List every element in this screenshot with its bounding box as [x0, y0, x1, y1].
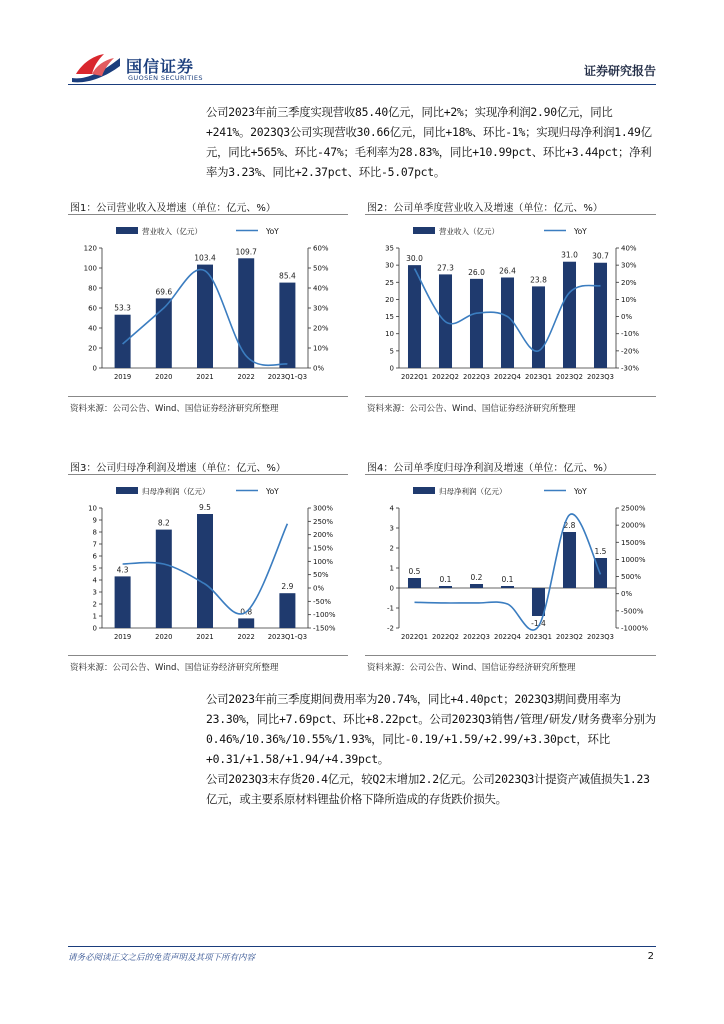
right-tick-label: -50%: [313, 597, 332, 606]
bar-data-label: 0.1: [439, 575, 452, 584]
right-tick-label: 10%: [313, 344, 329, 353]
fig1-chart: [68, 218, 348, 388]
category-label: 2023Q1: [525, 633, 552, 641]
category-label: 2022Q2: [432, 373, 459, 381]
bar-mark: [197, 265, 213, 368]
right-tick-label: 30%: [313, 304, 329, 313]
left-tick-label: -2: [387, 624, 394, 633]
legend-bar-label: 归母净利润（亿元）: [439, 487, 507, 496]
right-tick-label: 2000%: [621, 521, 646, 530]
left-tick-label: 20: [88, 344, 97, 353]
header-divider: [68, 84, 656, 85]
category-label: 2023Q2: [556, 373, 583, 381]
guosen-logo-icon: [70, 52, 122, 84]
category-label: 2020: [155, 373, 173, 381]
bar-mark: [501, 586, 514, 588]
bar-mark: [563, 262, 576, 368]
left-tick-label: 10: [385, 330, 394, 339]
report-type-label: 证券研究报告: [583, 64, 656, 78]
bar-mark: [279, 283, 295, 368]
legend-bar-swatch: [413, 487, 435, 494]
fig1-source: 资料来源：公司公告、Wind、国信证券经济研究所整理: [70, 404, 279, 414]
category-label: 2022: [237, 633, 255, 641]
bar-mark: [115, 315, 131, 368]
left-tick-label: 10: [88, 504, 97, 513]
left-tick-label: 2: [389, 544, 394, 553]
right-tick-label: 150%: [313, 544, 334, 553]
page-header: [70, 50, 656, 86]
legend-line-label: YoY: [266, 227, 279, 236]
bar-mark: [470, 279, 483, 368]
left-tick-label: 2: [92, 600, 97, 609]
legend-bar-swatch: [116, 227, 138, 234]
bar-data-label: 31.0: [561, 250, 578, 260]
fig3-title: 图3：公司归母净利润及增速（单位：亿元、%）: [70, 463, 286, 474]
right-tick-label: 300%: [313, 504, 334, 513]
footer-divider: [68, 946, 656, 947]
disclaimer-link[interactable]: 请务必阅读正文之后的免责声明及其项下所有内容: [68, 953, 256, 963]
category-label: 2022: [237, 373, 255, 381]
left-tick-label: 15: [385, 313, 394, 322]
left-tick-label: 0: [92, 364, 97, 373]
left-tick-label: 20: [385, 295, 394, 304]
right-tick-label: -500%: [621, 607, 644, 616]
bar-mark: [594, 263, 607, 368]
right-tick-label: 0%: [621, 590, 633, 599]
bar-data-label: 109.7: [235, 247, 257, 257]
left-tick-label: 25: [385, 278, 394, 287]
legend-bar-swatch: [116, 487, 138, 494]
bar-data-label: 30.0: [406, 254, 423, 264]
bar-mark: [115, 576, 131, 628]
category-label: 2020: [155, 633, 173, 641]
category-label: 2023Q1-Q3: [267, 373, 308, 381]
bar-data-label: 26.0: [468, 267, 485, 277]
bar-mark: [279, 593, 295, 628]
category-label: 2022Q4: [494, 633, 521, 641]
left-tick-label: -1: [387, 604, 394, 613]
left-tick-label: 3: [389, 524, 394, 533]
bar-mark: [563, 532, 576, 588]
page-number: 2: [647, 951, 654, 962]
fig2-chart: [365, 218, 656, 388]
bar-data-label: 2.8: [563, 521, 576, 530]
fig3-bottom-rule: [68, 655, 348, 656]
bar-data-label: 0.8: [240, 607, 253, 617]
right-tick-label: 1000%: [621, 555, 646, 564]
expense-paragraph: 公司2023年前三季度期间费用率为20.74%，同比+4.40pct；2023Q3期间费用率为23.30%，同比+7.69pct、环比+8.22pct。公司2023Q3销售/管理/研发/财务费率分别为0.46%/10.36%/10.55%/1.93%，同比-0.19/+1.59/+2.99/+3.30pct，环比+0.31/+1.58/+1.94/+4.39pct。: [206, 692, 656, 766]
bar-data-label: 0.2: [470, 573, 483, 582]
legend-line-label: YoY: [266, 487, 279, 496]
right-tick-label: -30%: [621, 364, 640, 373]
left-tick-label: 6: [92, 552, 97, 561]
right-tick-label: -150%: [313, 624, 336, 633]
fig1-bottom-rule: [68, 396, 348, 397]
right-tick-label: -1000%: [621, 624, 648, 633]
left-tick-label: 40: [88, 324, 97, 333]
left-tick-label: 8: [92, 528, 97, 537]
left-tick-label: 30: [385, 261, 394, 270]
fig4-chart: [365, 478, 656, 648]
category-label: 2021: [196, 373, 214, 381]
left-tick-label: 80: [88, 284, 97, 293]
right-tick-label: 50%: [313, 264, 329, 273]
bar-mark: [532, 588, 545, 616]
bar-data-label: -1.4: [531, 619, 546, 628]
right-tick-label: 0%: [621, 313, 633, 322]
category-label: 2019: [113, 633, 132, 641]
bar-data-label: 9.5: [199, 503, 211, 512]
right-tick-label: 2500%: [621, 504, 646, 513]
left-tick-label: 0: [92, 624, 97, 633]
fig2-source: 资料来源：公司公告、Wind、国信证券经济研究所整理: [367, 404, 576, 414]
right-tick-label: -100%: [313, 611, 336, 620]
fig4-bottom-rule: [365, 655, 656, 656]
legend-bar-label: 营业收入（亿元）: [439, 227, 499, 236]
fig1-top-rule: [68, 214, 348, 215]
fig4-top-rule: [365, 474, 656, 475]
bar-data-label: 0.5: [408, 567, 421, 576]
bar-data-label: 23.8: [530, 275, 547, 285]
company-name-cn: 国信证券: [126, 57, 195, 76]
bar-mark: [238, 258, 254, 368]
right-tick-label: 30%: [621, 261, 637, 270]
category-label: 2023Q1-Q3: [267, 633, 308, 641]
category-label: 2022Q1: [401, 373, 428, 381]
left-tick-label: 0: [389, 584, 394, 593]
right-tick-label: 40%: [313, 284, 329, 293]
bar-data-label: 27.3: [437, 263, 454, 273]
category-label: 2021: [196, 633, 214, 641]
right-tick-label: -10%: [621, 330, 640, 339]
right-tick-label: 20%: [621, 278, 637, 287]
category-label: 2023Q2: [556, 633, 583, 641]
right-tick-label: 20%: [313, 324, 329, 333]
category-label: 2019: [113, 373, 132, 381]
category-label: 2022Q3: [463, 633, 490, 641]
left-tick-label: 60: [88, 304, 97, 313]
bar-data-label: 103.4: [194, 253, 216, 263]
left-tick-label: 120: [83, 244, 97, 253]
left-tick-label: 4: [389, 504, 394, 513]
bar-mark: [156, 530, 172, 628]
right-tick-label: 0%: [313, 364, 325, 373]
right-tick-label: 1500%: [621, 538, 646, 547]
company-name-en: GUOSEN SECURITIES: [128, 74, 203, 82]
legend-line-label: YoY: [574, 227, 587, 236]
legend-bar-label: 归母净利润（亿元）: [142, 487, 210, 496]
left-tick-label: 5: [389, 347, 394, 356]
legend-line-label: YoY: [574, 487, 587, 496]
right-tick-label: 200%: [313, 531, 334, 540]
fig2-title: 图2：公司单季度营业收入及增速（单位：亿元、%）: [367, 203, 603, 214]
fig4-source: 资料来源：公司公告、Wind、国信证券经济研究所整理: [367, 663, 576, 673]
fig2-bottom-rule: [365, 396, 656, 397]
bar-mark: [532, 286, 545, 368]
summary-paragraph: 公司2023年前三季度实现营收85.40亿元，同比+2%；实现净利润2.90亿元，同比+241%。2023Q3公司实现营收30.66亿元，同比+18%、环比-1%；实现归母净利润1.49亿元，同比+565%、环比-47%；毛利率为28.83%，同比+10.99pct、环比+3.44pct；净利率为3.23%、同比+2.37pct、环比-5.07pct。: [206, 105, 652, 179]
right-tick-label: 250%: [313, 517, 334, 526]
right-tick-label: 50%: [313, 571, 329, 580]
left-tick-label: 1: [92, 612, 97, 621]
right-tick-label: 0%: [313, 584, 325, 593]
fig4-title: 图4：公司单季度归母净利润及增速（单位：亿元、%）: [367, 463, 613, 474]
left-tick-label: 9: [92, 516, 97, 525]
right-tick-label: 100%: [313, 557, 334, 566]
fig1-title: 图1：公司营业收入及增速（单位：亿元、%）: [70, 203, 276, 214]
bar-data-label: 30.7: [592, 251, 609, 261]
left-tick-label: 1: [389, 564, 394, 573]
left-tick-label: 100: [83, 264, 97, 273]
category-label: 2023Q1: [525, 373, 552, 381]
bar-data-label: 4.3: [116, 565, 129, 575]
bar-data-label: 69.6: [155, 287, 173, 297]
bar-data-label: 85.4: [279, 271, 296, 281]
bar-mark: [408, 265, 421, 368]
bar-mark: [501, 277, 514, 368]
category-label: 2022Q4: [494, 373, 521, 381]
bar-data-label: 2.9: [281, 582, 294, 592]
legend-bar-swatch: [413, 227, 435, 234]
right-tick-label: 40%: [621, 244, 637, 253]
fig2-top-rule: [365, 214, 656, 215]
left-tick-label: 0: [389, 364, 394, 373]
left-tick-label: 4: [92, 576, 97, 585]
category-label: 2022Q1: [401, 633, 428, 641]
bar-mark: [408, 578, 421, 588]
bar-mark: [439, 586, 452, 588]
fig3-chart: [68, 478, 348, 648]
fig3-source: 资料来源：公司公告、Wind、国信证券经济研究所整理: [70, 663, 279, 673]
left-tick-label: 5: [92, 564, 97, 573]
category-label: 2023Q3: [587, 633, 614, 641]
left-tick-label: 3: [92, 588, 97, 597]
bar-data-label: 8.2: [157, 518, 170, 528]
bar-data-label: 26.4: [499, 266, 516, 276]
bar-data-label: 1.5: [594, 547, 607, 556]
category-label: 2023Q3: [587, 373, 614, 381]
right-tick-label: 500%: [621, 573, 642, 582]
bar-mark: [470, 584, 483, 588]
category-label: 2022Q2: [432, 633, 459, 641]
category-label: 2022Q3: [463, 373, 490, 381]
left-tick-label: 35: [385, 244, 394, 253]
right-tick-label: 60%: [313, 244, 329, 253]
left-tick-label: 7: [92, 540, 97, 549]
fig3-top-rule: [68, 474, 348, 475]
bar-mark: [197, 514, 213, 628]
right-tick-label: 10%: [621, 295, 637, 304]
bar-data-label: 53.3: [114, 303, 131, 313]
bar-mark: [238, 618, 254, 628]
right-tick-label: -20%: [621, 347, 640, 356]
bar-data-label: 0.1: [501, 575, 514, 584]
inventory-paragraph: 公司2023Q3末存货20.4亿元，较Q2末增加2.2亿元。公司2023Q3计提资产减值损失1.23亿元，或主要系原材料锂盐价格下降所造成的存货跌价损失。: [206, 772, 650, 806]
legend-bar-label: 营业收入（亿元）: [142, 227, 202, 236]
